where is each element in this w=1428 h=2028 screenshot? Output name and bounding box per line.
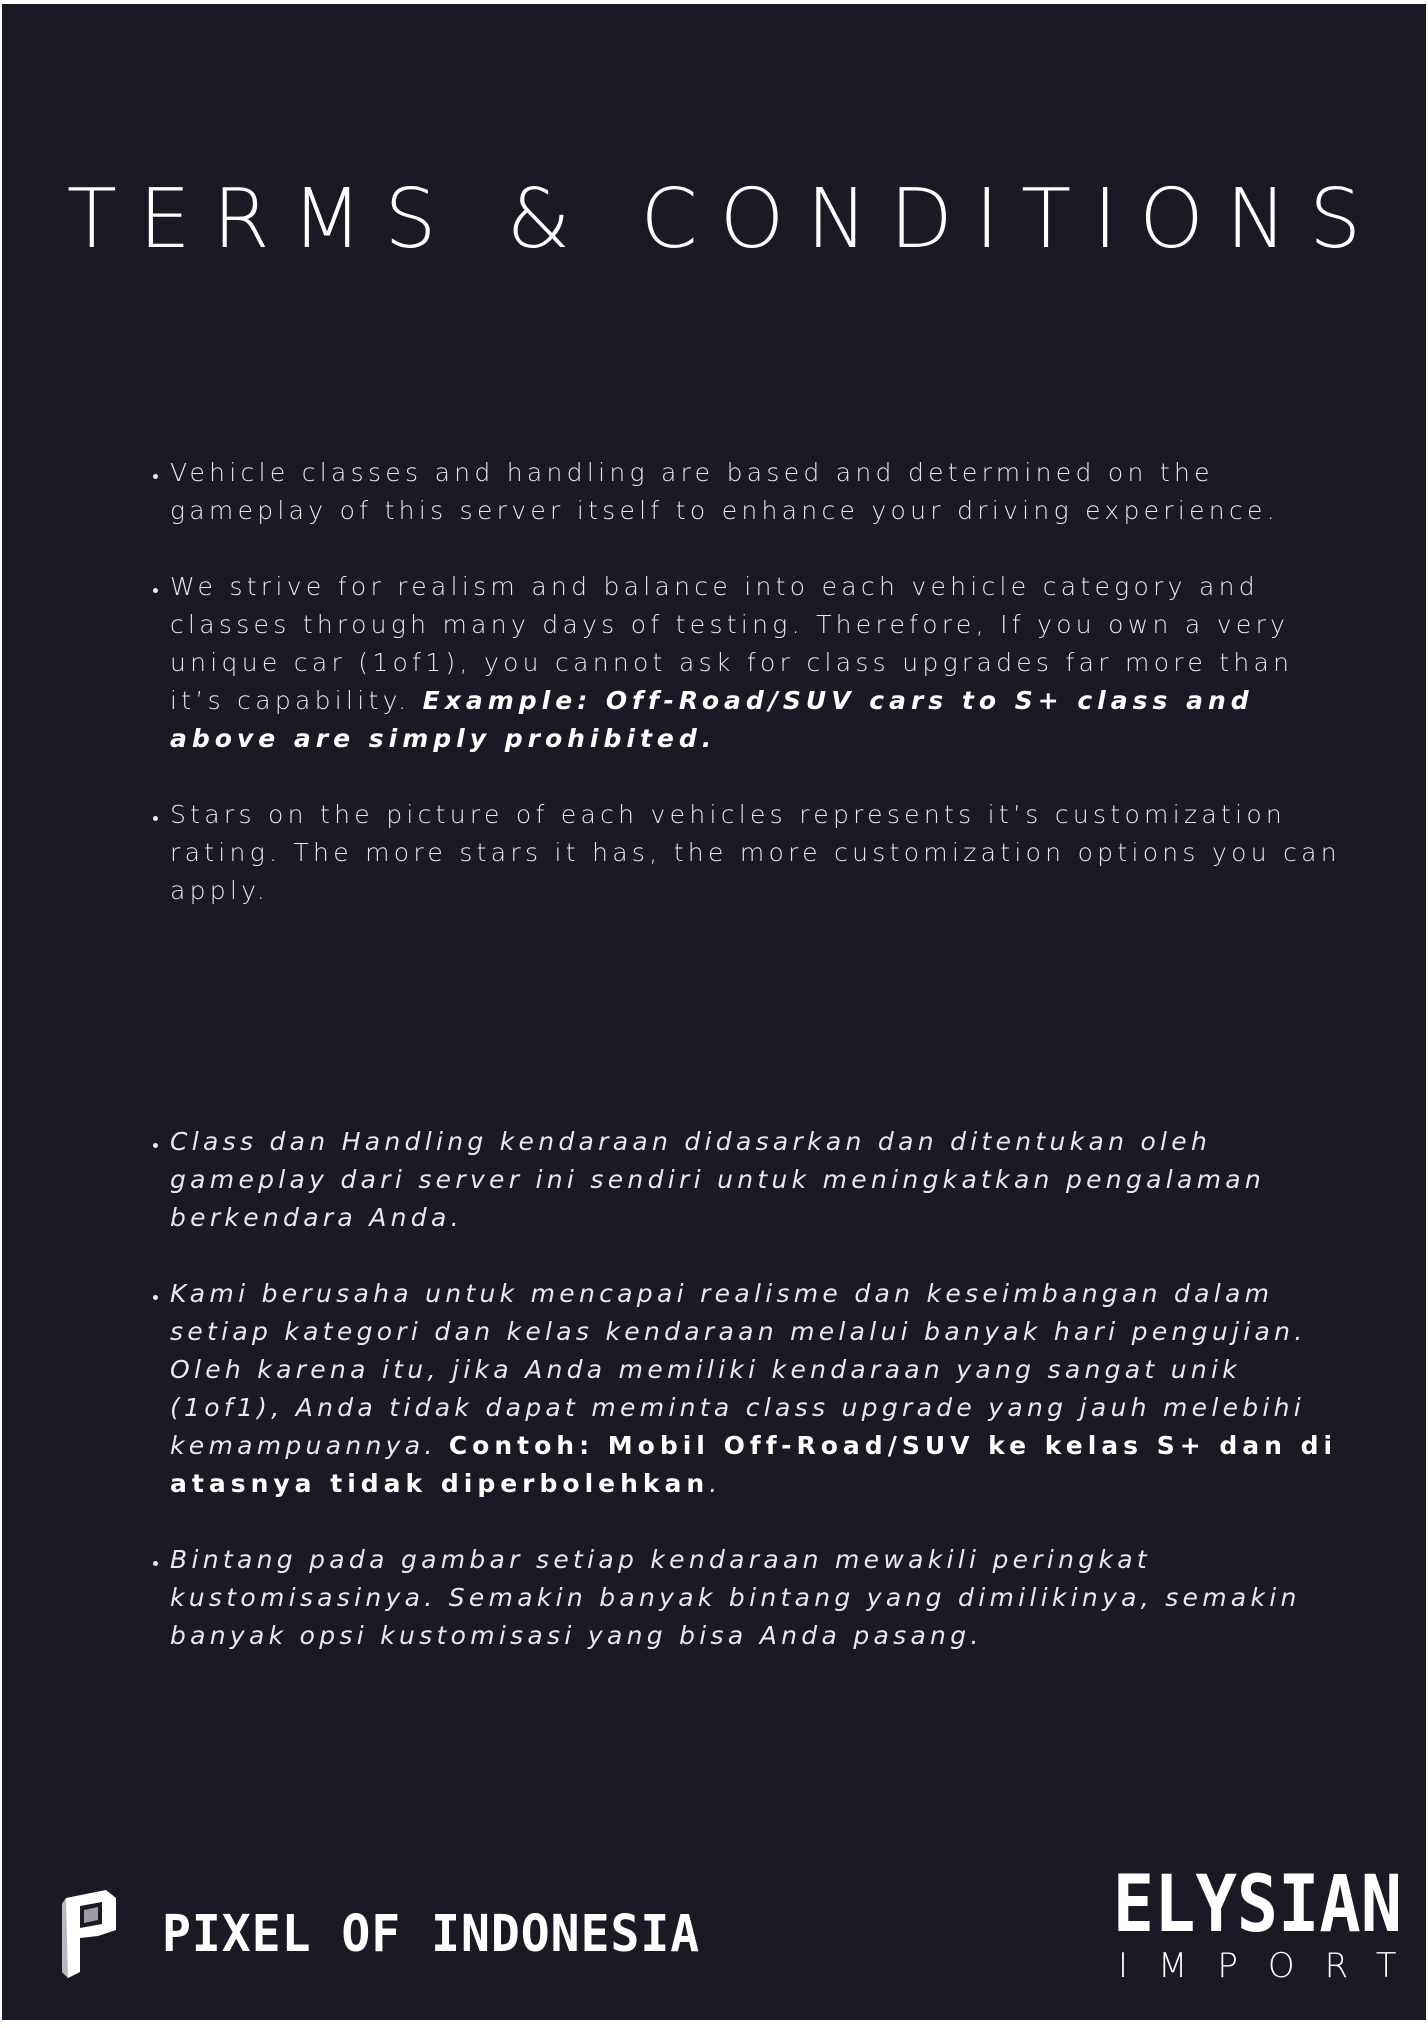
import-text: IMPORT (1118, 1946, 1427, 1986)
terms-list-indonesian (142, 1123, 1350, 1693)
term-text: Vehicle classes and handling are based and determined on the gameplay of this server itself to enhance your driving experience. (170, 458, 1279, 525)
list-item (170, 568, 1350, 758)
terms-list-english (142, 454, 1350, 948)
pixel-of-indonesia-logo (58, 1888, 700, 1980)
pixel-p-logo-icon (58, 1888, 120, 1980)
term-text: Class dan Handling kendaraan didasarkan dan ditentukan oleh gameplay dari server ini sendiri untuk meningkatkan pengalaman berkendara Anda. (170, 1127, 1266, 1232)
term-text: We strive for realism and balance into each vehicle category and classes through many days of testing. Therefore, If you own a very unique car (1of1), you cannot ask for class upgrades far more than it’s capability. (170, 572, 1294, 715)
terms-page (2, 4, 1426, 2020)
pixel-of-indonesia-text: PIXEL OF INDONESIA (162, 1904, 701, 1964)
term-text: Kami berusaha untuk mencapai realisme dan keseimbangan dalam setiap kategori dan kelas kendaraan melalui banyak hari pengujian. Oleh karena itu, jika Anda memiliki kendaraan yang sangat unik (1of1), Anda tidak dapat meminta class upgrade yang jauh melebihi kemampuannya. (170, 1279, 1307, 1460)
elysian-text: ELYSIAN (1112, 1860, 1403, 1950)
term-tail: . (709, 1469, 722, 1498)
list-item (170, 796, 1350, 910)
term-text: Bintang pada gambar setiap kendaraan mewakili peringkat kustomisasinya. Semakin banyak bintang yang dimilikinya, semakin banyak opsi kustomisasi yang bisa Anda pasang. (170, 1545, 1301, 1650)
term-text: Stars on the picture of each vehicles represents it’s customization rating. The more stars it has, the more customization options you can apply. (170, 800, 1341, 905)
term-emphasis: Example: Off-Road/SUV cars to S+ class and above are simply prohibited. (170, 686, 1254, 753)
list-item (170, 1275, 1350, 1503)
page-title: TERMS & CONDITIONS (66, 172, 1384, 267)
list-item (170, 1541, 1350, 1655)
list-item (170, 454, 1350, 530)
term-emphasis: Contoh: Mobil Off-Road/SUV ke kelas S+ dan di atasnya tidak diperbolehkan (170, 1431, 1338, 1498)
elysian-import-logo (1096, 1860, 1427, 1986)
list-item (170, 1123, 1350, 1237)
